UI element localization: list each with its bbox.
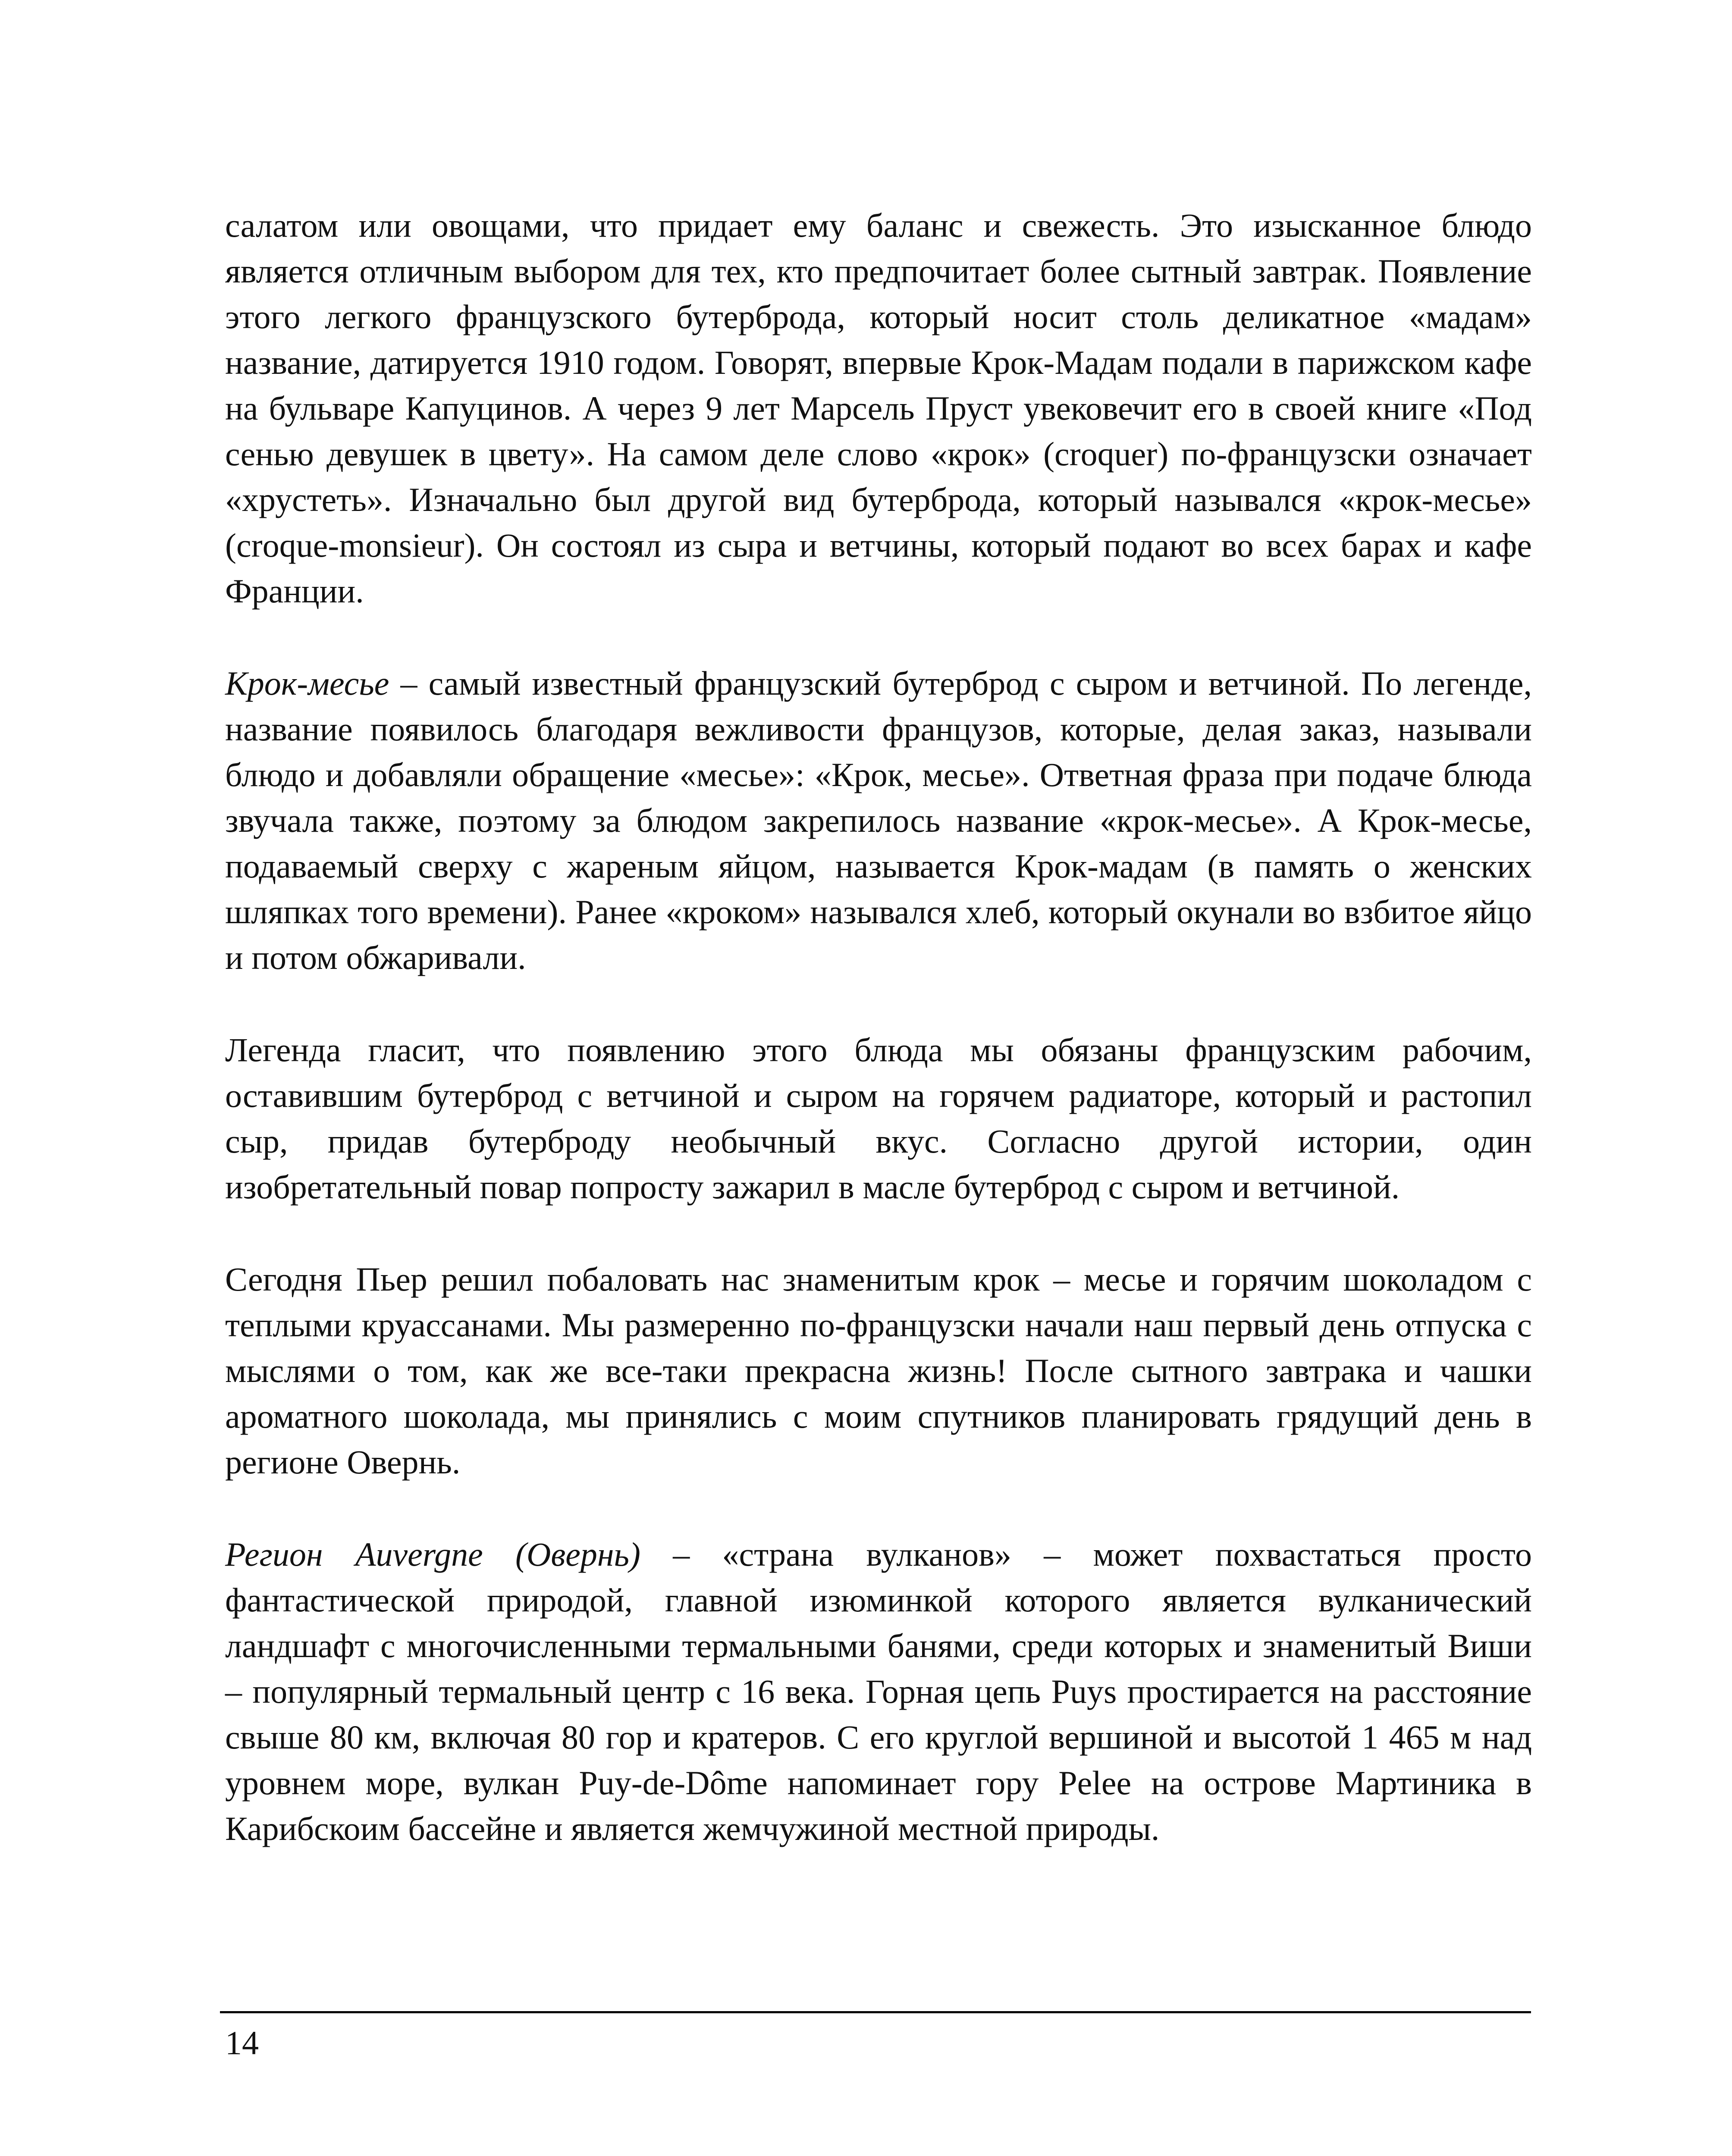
page-number: 14 — [225, 2024, 259, 2062]
paragraph-text: – «страна вулканов» – может похвастаться просто фантастической природой, главной изюминкой которого является вулканический ландшафт с многочисленными термальными банями, среди которых и знаменитый Виши – популярный термальный центр с 16 века. Горная цепь Puys простирается на расстояние свыше 80 км, включая 80 гор и кратеров. С его круглой вершиной и высотой 1 465 м над уровнем море, вулкан Puy-de-Dôme напоминает гору Pelee на острове Мартиника в Карибскоим бассейне и является жемчужиной местной природы. — [225, 1536, 1532, 1847]
paragraph-lead-term: Регион Auvergne (Овернь) — [225, 1536, 640, 1573]
paragraph-text: Сегодня Пьер решил побаловать нас знаменитым крок – месье и горячим шоколадом с теплыми круассанами. Мы размеренно по-французски начали наш первый день отпуска с мыслями о том, как же все-таки прекрасна жизнь! После сытного завтрака и чашки ароматного шоколада, мы принялись с моим спутников планировать грядущий день в регионе Овернь. — [225, 1260, 1532, 1481]
paragraph-croque-monsieur — [225, 661, 1532, 981]
paragraph-text: салатом или овощами, что придает ему баланс и свежесть. Это изысканное блюдо является отличным выбором для тех, кто предпочитает более сытный завтрак. Появление этого легкого французского бутерброда, который носит столь деликатное «мадам» название, датируется 1910 годом. Говорят, впервые Крок-Мадам подали в парижском кафе на бульваре Капуцинов. А через 9 лет Марсель Пруст увековечит его в своей книге «Под сенью девушек в цвету». На самом деле слово «крок» (croquer) по-французски означает «хрустеть». Изначально был другой вид бутерброда, который назывался «крок-месье» (croque-monsieur). Он состоял из сыра и ветчины, который подают во всех барах и кафе Франции. — [225, 207, 1532, 610]
paragraph-text: Легенда гласит, что появлению этого блюда мы обязаны французским рабочим, оставившим бутерброд с ветчиной и сыром на горячем радиаторе, который и растопил сыр, придав бутерброду необычный вкус. Согласно другой истории, один изобретательный повар попросту зажарил в масле бутерброд с сыром и ветчиной. — [225, 1031, 1532, 1206]
paragraph-lead-term: Крок-месье — [225, 664, 389, 702]
paragraph-breakfast — [225, 1257, 1532, 1485]
paragraph-croque-madame-history — [225, 203, 1532, 614]
page-body — [225, 203, 1532, 1852]
footer-divider — [220, 2011, 1531, 2013]
paragraph-auvergne — [225, 1532, 1532, 1852]
paragraph-legend — [225, 1027, 1532, 1210]
paragraph-text: – самый известный французский бутерброд с сыром и ветчиной. По легенде, название появилось благодаря вежливости французов, которые, делая заказ, называли блюдо и добавляли обращение «месье»: «Крок, месье». Ответная фраза при подаче блюда звучала также, поэтому за блюдом закрепилось название «крок-месье». А Крок-месье, подаваемый сверху с жареным яйцом, называется Крок-мадам (в память о женских шляпках того времени). Ранее «кроком» назывался хлеб, который окунали во взбитое яйцо и потом обжаривали. — [225, 664, 1532, 976]
